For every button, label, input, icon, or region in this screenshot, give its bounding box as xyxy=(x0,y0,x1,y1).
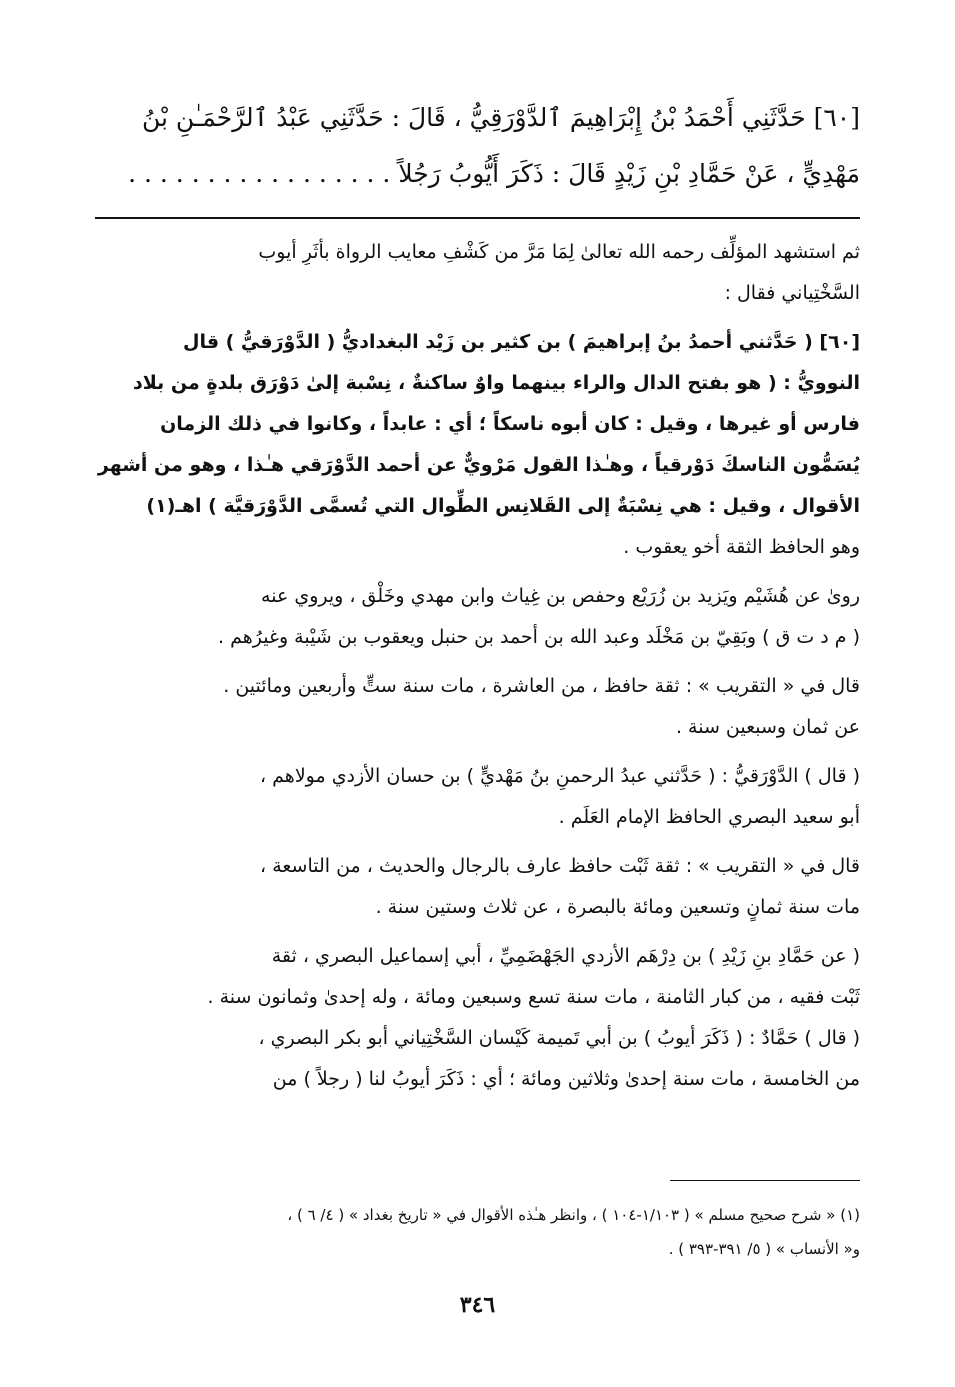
text-line: الأقوال ، وقيل : هي نِسْبَةٌ إلى القَلانِس الطِّوال التي تُسمَّى الدَّوْرَقيَّة ) اهـ(١) xyxy=(146,495,860,517)
hadith-line-1: [٦٠] حَدَّثَنِي أَحْمَدُ بْنُ إِبْرَاهِيمَ ٱلدَّوْرَقِيُّ ، قَالَ : حَدَّثَنِي عَبْدُ ٱلرَّحْمَـٰنِ بْنُ xyxy=(142,103,860,132)
footnote-line-1: (١) « شرح صحيح مسلم » ( ١/١٠٣-١٠٤ ) ، وانظر هـٰذه الأقوال في « تاريخ بغداد » ( ٤/ ٦ ) ، xyxy=(287,1206,860,1224)
commentary-paragraph xyxy=(95,322,860,527)
hadith-line-2: مَهْدِيٍّ ، عَنْ حَمَّادِ بْنِ زَيْدٍ قَالَ : ذَكَرَ أَيُّوبُ رَجُلاً . . . . . . . . . . . . . . . . . xyxy=(128,159,860,188)
hadith-text xyxy=(95,90,860,202)
text-line: [٦٠] ( حَدَّثني أحمدُ بنُ إبراهيمَ ) بن كثير بن زَيْد البغداديُّ ( الدَّوْرَقيُّ ) قال xyxy=(182,331,860,353)
page-number: ٣٤٦ xyxy=(459,1292,496,1318)
footnote-separator-rule xyxy=(670,1180,860,1181)
commentary-body xyxy=(95,232,860,1100)
commentary-paragraph xyxy=(95,527,860,568)
text-line: قال في « التقريب » : ثقة ثَبْت حافظ عارف بالرجال والحديث ، من التاسعة ، xyxy=(260,855,860,877)
text-line: يُسَمُّون الناسكَ دَوْرقياً ، وهـٰذا القول مَرْويٌّ عن أحمد الدَّوْرَقي هـٰذا ، وهو من أشهر xyxy=(97,454,860,476)
text-line: مات سنة ثمانٍ وتسعين ومائة بالبصرة ، عن ثلاث وستين سنة . xyxy=(375,896,860,918)
text-line: ثم استشهد المؤلِّف رحمه الله تعالىٰ لِمَا مَرَّ من كَشْفِ معايب الرواة بأثَرِ أيوب xyxy=(258,241,860,263)
text-line: ( قال ) الدَّوْرَقيُّ : ( حَدَّثني عبدُ الرحمنِ بنُ مَهْديٍّ ) بن حسان الأزدي مولاهم ، xyxy=(259,765,860,787)
text-line: السَّخْتِياني فقال : xyxy=(724,282,860,304)
commentary-paragraph xyxy=(95,576,860,658)
text-line: ( قال ) حَمَّادٌ : ( ذَكَرَ أيوبُ ) بن أبي تَميمة كَيْسان السَّخْتِياني أبو بكر البصري ، xyxy=(258,1027,860,1049)
commentary-paragraph xyxy=(95,232,860,314)
commentary-paragraph xyxy=(95,936,860,1018)
text-line: ثَبْت فقيه ، من كبار الثامنة ، مات سنة تسع وسبعين ومائة ، وله إحدىٰ وثمانون سنة . xyxy=(207,986,860,1008)
text-line: النوويُّ : ( هو بفتح الدال والراء بينهما واوٌ ساكنةٌ ، نِسْبة إلىٰ دَوْرَق بلدةٍ من بلاد xyxy=(132,372,860,394)
commentary-paragraph xyxy=(95,846,860,928)
text-line: وهو الحافظ الثقة أخو يعقوب . xyxy=(623,536,860,558)
text-line: ( عن حَمَّادِ بنِ زَيْدِ ) بن دِرْهَم الأزدي الجَهْضَمِيِّ ، أبي إسماعيل البصري ، ثقة xyxy=(271,945,860,967)
text-line: روىٰ عن هُشَيْم ويَزيد بن زُرَيْع وحفص بن غِياث وابن مهدي وخَلْق ، ويروي عنه xyxy=(261,585,860,607)
footnote xyxy=(95,1198,860,1266)
commentary-paragraph xyxy=(95,756,860,838)
text-line: أبو سعيد البصري الحافظ الإمام العَلَم . xyxy=(558,806,860,828)
text-line: فارس أو غيرها ، وقيل : كان أبوه ناسكاً ؛ أي : عابداً ، وكانوا في ذلك الزمان xyxy=(160,413,860,435)
text-line: قال في « التقريب » : ثقة حافظ ، من العاشرة ، مات سنة ستٍّ وأربعين ومائتين . xyxy=(223,675,860,697)
commentary-paragraph xyxy=(95,666,860,748)
text-line: ( م د ت ق ) وبَقِيّ بن مَخْلَد وعبد الله بن أحمد بن حنبل ويعقوب بن شَيْبة وغيرُهم . xyxy=(218,626,860,648)
text-line: عن ثمان وسبعين سنة . xyxy=(675,716,860,738)
footnote-line-2: و« الأنساب » ( ٥/ ٣٩١-٣٩٣ ) . xyxy=(668,1240,860,1258)
text-line: من الخامسة ، مات سنة إحدىٰ وثلاثين ومائة ؛ أي : ذَكَرَ أيوبُ لنا ( رجلاً ) من xyxy=(272,1068,860,1090)
commentary-paragraph xyxy=(95,1018,860,1100)
hadith-separator-rule xyxy=(95,217,860,219)
